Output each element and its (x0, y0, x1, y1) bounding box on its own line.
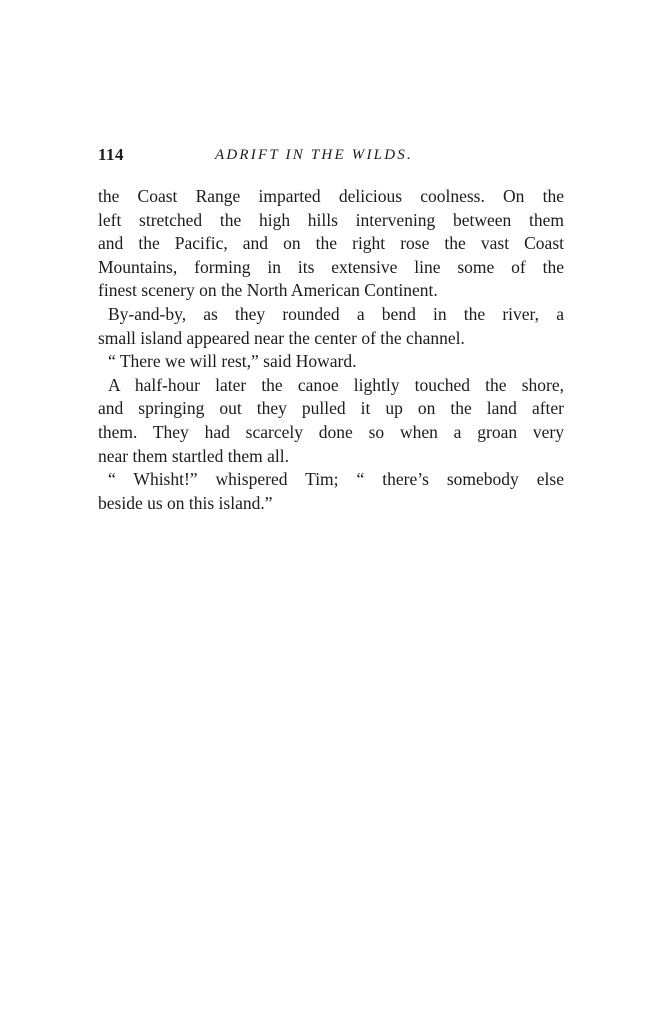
text-line: left stretched the high hills intervening between them (98, 209, 564, 230)
text-line: A half-hour later the canoe lightly touched the shore, (108, 374, 564, 395)
body-text (98, 185, 564, 515)
paragraph (98, 185, 564, 303)
paragraph (98, 350, 564, 374)
text-line: By-and-by, as they rounded a bend in the river, a (108, 303, 564, 324)
text-line: beside us on this island.” (98, 492, 273, 513)
text-line: them. They had scarcely done so when a groan very (98, 421, 564, 442)
text-line: “ There we will rest,” said Howard. (108, 351, 357, 372)
paragraph (98, 468, 564, 515)
text-line: near them startled them all. (98, 445, 289, 466)
text-line: the Coast Range imparted delicious coolness. On the (98, 186, 564, 206)
paragraph (98, 374, 564, 468)
running-title: ADRIFT IN THE WILDS. (215, 147, 413, 163)
text-line: “ Whisht!” whispered Tim; “ there’s somebody else (108, 469, 564, 490)
text-line: small island appeared near the center of the channel. (98, 327, 465, 348)
running-head (98, 143, 568, 167)
text-line: and springing out they pulled it up on the land after (98, 398, 564, 419)
text-line: finest scenery on the North American Continent. (98, 280, 438, 301)
paragraph (98, 303, 564, 350)
text-line: Mountains, forming in its extensive line some of the (98, 256, 564, 277)
page-number: 114 (98, 145, 125, 164)
text-line: and the Pacific, and on the right rose the vast Coast (98, 233, 564, 254)
